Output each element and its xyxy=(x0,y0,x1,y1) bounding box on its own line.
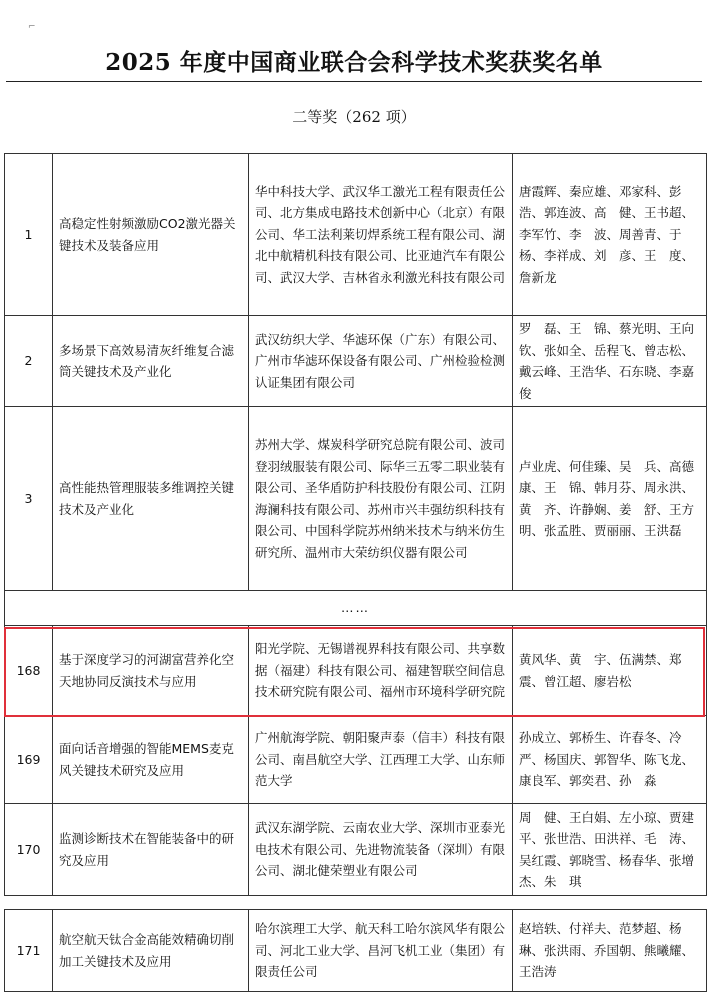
project-name: 航空航天钛合金高能效精确切削加工关键技术及应用 xyxy=(53,910,249,992)
page-title: 2025 年度中国商业联合会科学技术奖获奖名单 xyxy=(105,49,603,76)
project-name: 基于深度学习的河湖富营养化空天地协同反演技术与应用 xyxy=(53,626,249,716)
completing-people: 唐霞辉、秦应雄、邓家科、彭 浩、郭连波、高 健、王书超、李军竹、李 波、周善青、于 杨、李祥成、刘 彦、王 度、詹新龙 xyxy=(513,154,707,316)
corner-mark-top-left: ⌐ xyxy=(28,22,36,32)
awards-table-continued xyxy=(4,909,707,992)
section-subtitle: 二等奖（262 项） xyxy=(292,108,416,126)
award-number: 168 xyxy=(5,626,53,716)
table-row xyxy=(5,716,707,804)
table-row xyxy=(5,804,707,896)
project-name: 高稳定性射频激励CO2激光器关键技术及装备应用 xyxy=(53,154,249,316)
award-number: 2 xyxy=(5,316,53,407)
table-row xyxy=(5,910,707,992)
table-row xyxy=(5,316,707,407)
award-number: 170 xyxy=(5,804,53,896)
project-name: 面向话音增强的智能MEMS麦克风关键技术研究及应用 xyxy=(53,716,249,804)
table-row xyxy=(5,154,707,316)
ellipsis-row xyxy=(5,591,707,626)
completing-units: 华中科技大学、武汉华工激光工程有限责任公司、北方集成电路技术创新中心（北京）有限公司、华工法利莱切焊系统工程有限公司、湖北中航精机科技有限公司、比亚迪汽车有限公司、武汉大学、吉林省永利激光科技有限公司 xyxy=(249,154,513,316)
completing-units: 广州航海学院、朝阳聚声泰（信丰）科技有限公司、南昌航空大学、江西理工大学、山东师范大学 xyxy=(249,716,513,804)
completing-units: 苏州大学、煤炭科学研究总院有限公司、波司登羽绒服装有限公司、际华三五零二职业装有限公司、圣华盾防护科技股份有限公司、江阴海澜科技有限公司、苏州市兴丰强纺织科技有限公司、中国科学院苏州纳米技术与纳米仿生研究所、温州市大荣纺织仪器有限公司 xyxy=(249,407,513,591)
completing-units: 武汉东湖学院、云南农业大学、深圳市亚泰光电技术有限公司、先进物流装备（深圳）有限公司、湖北健荣塑业有限公司 xyxy=(249,804,513,896)
completing-people: 孙成立、郭桥生、许春冬、冷 严、杨国庆、郭智华、陈飞龙、康良军、郭奕君、孙 淼 xyxy=(513,716,707,804)
completing-people: 周 健、王白娟、左小琼、贾建平、张世浩、田洪祥、毛 涛、吴红霞、郭晓雪、杨春华、张增杰、朱 琪 xyxy=(513,804,707,896)
project-name: 监测诊断技术在智能装备中的研究及应用 xyxy=(53,804,249,896)
award-number: 171 xyxy=(5,910,53,992)
table-row xyxy=(5,626,707,716)
title-divider xyxy=(6,81,702,82)
completing-people: 罗 磊、王 锦、蔡光明、王向钦、张如全、岳程飞、曾志松、戴云峰、王浩华、石东晓、李嘉俊 xyxy=(513,316,707,407)
completing-people: 赵培轶、付祥夫、范梦超、杨 琳、张洪雨、乔国朝、熊曦耀、王浩涛 xyxy=(513,910,707,992)
award-number: 1 xyxy=(5,154,53,316)
project-name: 高性能热管理服装多维调控关键技术及产业化 xyxy=(53,407,249,591)
project-name: 多场景下高效易清灰纤维复合滤筒关键技术及产业化 xyxy=(53,316,249,407)
completing-units: 阳光学院、无锡谱视界科技有限公司、共享数据（福建）科技有限公司、福建智联空间信息技术研究院有限公司、福州市环境科学研究院 xyxy=(249,626,513,716)
table-row xyxy=(5,407,707,591)
omitted-rows-ellipsis: …… xyxy=(5,591,707,626)
award-number: 3 xyxy=(5,407,53,591)
completing-units: 武汉纺织大学、华滤环保（广东）有限公司、广州市华滤环保设备有限公司、广州检验检测认证集团有限公司 xyxy=(249,316,513,407)
completing-units: 哈尔滨理工大学、航天科工哈尔滨风华有限公司、河北工业大学、昌河飞机工业（集团）有限责任公司 xyxy=(249,910,513,992)
awards-table xyxy=(4,153,707,896)
completing-people: 卢业虎、何佳臻、吴 兵、高德康、王 锦、韩月芬、周永洪、黄 齐、许静娴、姜 舒、王方明、张孟胜、贾丽丽、王洪磊 xyxy=(513,407,707,591)
award-number: 169 xyxy=(5,716,53,804)
completing-people: 黄风华、黄 宇、伍满禁、郑 震、曾江超、廖岩松 xyxy=(513,626,707,716)
